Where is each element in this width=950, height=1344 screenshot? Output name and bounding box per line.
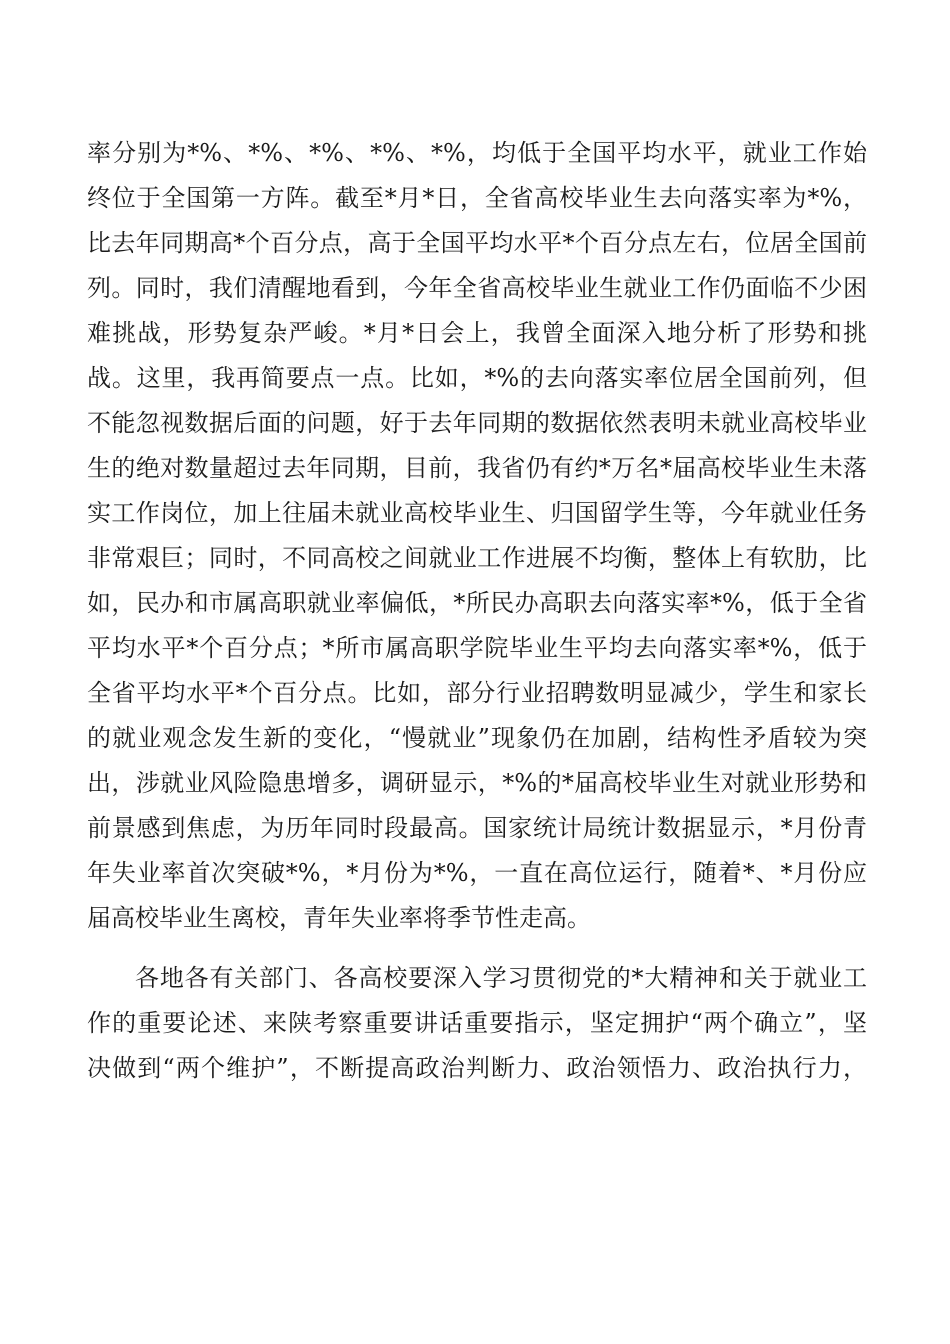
paragraph-1-line-17: 年失业率首次突破*%，*月份为*%，一直在高位运行，随着*、*月份应 — [87, 859, 867, 887]
paragraph-1-line-7: 不能忽视数据后面的问题，好于去年同期的数据依然表明未就业高校毕业 — [87, 409, 867, 437]
paragraph-1-line-5: 难挑战，形势复杂严峻。*月*日会上，我曾全面深入地分析了形势和挑 — [87, 319, 867, 347]
paragraph-1-line-15: 出，涉就业风险隐患增多，调研显示，*%的*届高校毕业生对就业形势和 — [87, 769, 867, 797]
paragraph-1-line-14: 的就业观念发生新的变化，“慢就业”现象仍在加剧，结构性矛盾较为突 — [87, 724, 867, 752]
paragraph-2-line-1: 各地各有关部门、各高校要深入学习贯彻党的*大精神和关于就业工 — [135, 964, 867, 992]
paragraph-1-line-8: 生的绝对数量超过去年同期，目前，我省仍有约*万名*届高校毕业生未落 — [87, 454, 867, 482]
paragraph-1-line-13: 全省平均水平*个百分点。比如，部分行业招聘数明显减少，学生和家长 — [87, 679, 867, 707]
paragraph-1-line-11: 如，民办和市属高职就业率偏低，*所民办高职去向落实率*%，低于全省 — [87, 589, 867, 617]
paragraph-1-line-4: 列。同时，我们清醒地看到，今年全省高校毕业生就业工作仍面临不少困 — [87, 274, 867, 302]
paragraph-1-line-3: 比去年同期高*个百分点，高于全国平均水平*个百分点左右，位居全国前 — [87, 229, 867, 257]
paragraph-2-line-3: 决做到“两个维护”，不断提高政治判断力、政治领悟力、政治执行力， — [87, 1054, 867, 1082]
paragraph-1-line-10: 非常艰巨；同时，不同高校之间就业工作进展不均衡，整体上有软肋，比 — [87, 544, 867, 572]
paragraph-1-line-16: 前景感到焦虑，为历年同时段最高。国家统计局统计数据显示，*月份青 — [87, 814, 867, 842]
paragraph-1-line-9: 实工作岗位，加上往届未就业高校毕业生、归国留学生等，今年就业任务 — [87, 499, 867, 527]
paragraph-2-line-2: 作的重要论述、来陕考察重要讲话重要指示，坚定拥护“两个确立”，坚 — [87, 1009, 867, 1037]
paragraph-1-line-6: 战。这里，我再简要点一点。比如，*%的去向落实率位居全国前列，但 — [87, 364, 867, 392]
paragraph-1-line-12: 平均水平*个百分点；*所市属高职学院毕业生平均去向落实率*%，低于 — [87, 634, 867, 662]
paragraph-1-line-18: 届高校毕业生离校，青年失业率将季节性走高。 — [87, 904, 591, 932]
paragraph-1-line-2: 终位于全国第一方阵。截至*月*日，全省高校毕业生去向落实率为*%， — [87, 184, 867, 212]
paragraph-1-line-1: 率分别为*%、*%、*%、*%、*%，均低于全国平均水平，就业工作始 — [87, 139, 867, 167]
